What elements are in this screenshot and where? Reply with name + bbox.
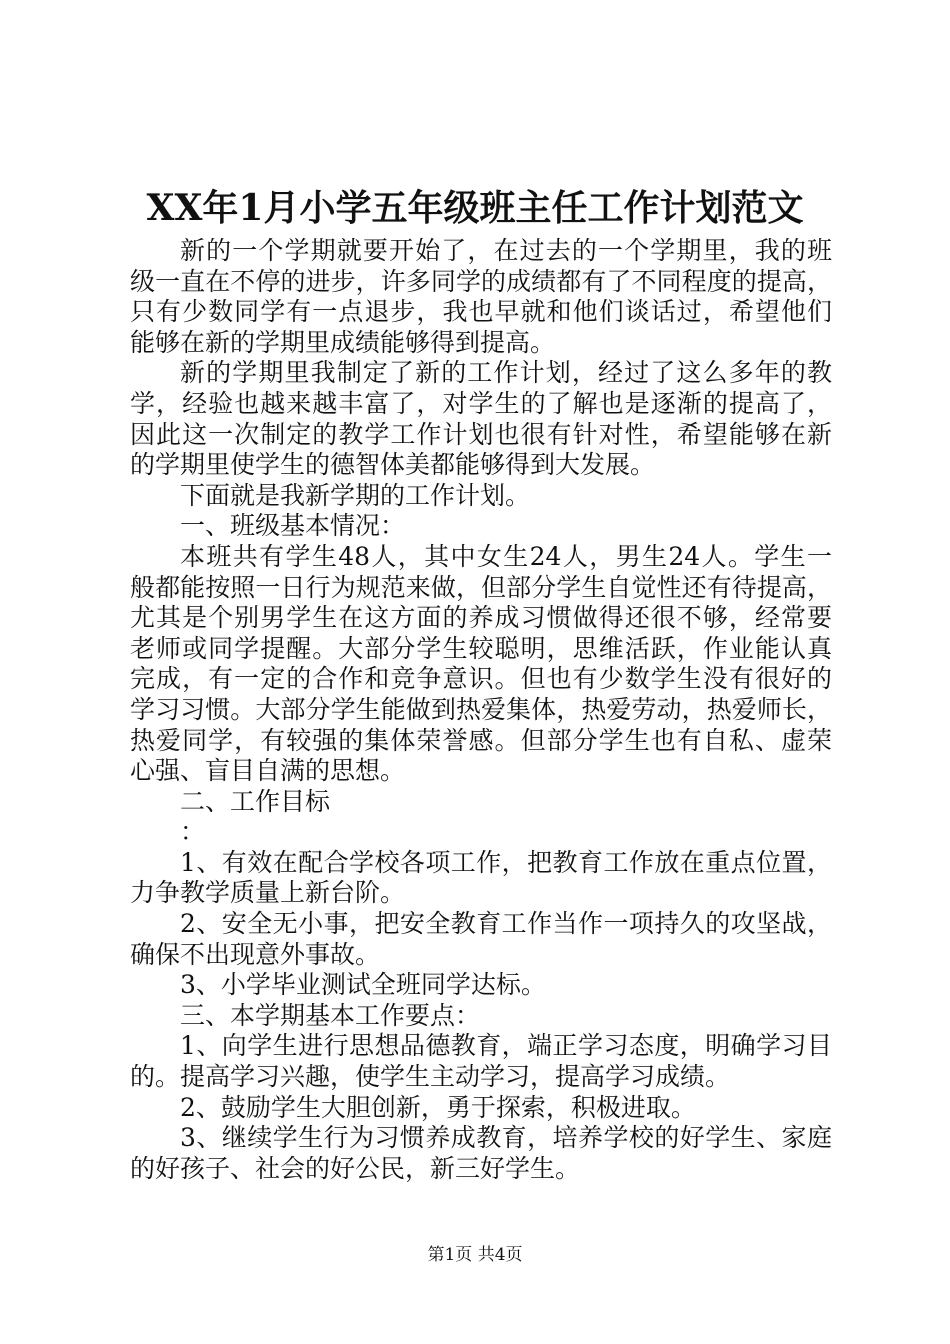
document-body [130, 236, 832, 1184]
paragraph-line: 的好孩子、社会的好公民，新三好学生。 [130, 1153, 581, 1183]
paragraph-line: 能够在新的学期里成绩能够得到提高。 [130, 327, 556, 357]
paragraph-line: 下面就是我新学期的工作计划。 [180, 480, 531, 510]
paragraph-line: 确保不出现意外事故。 [130, 939, 381, 969]
paragraph-line: 心强、盲目自满的思想。 [130, 756, 406, 786]
paragraph-line: 2、鼓励学生大胆创新，勇于探索，积极进取。 [180, 1092, 696, 1122]
paragraph-line: 3、继续学生行为习惯养成教育，培养学校的好学生、家庭 [180, 1123, 832, 1153]
paragraph-line: 尤其是个别男学生在这方面的养成习惯做得还很不够，经常要 [130, 603, 832, 633]
paragraph-line: 级一直在不停的进步，许多同学的成绩都有了不同程度的提高， [130, 266, 832, 296]
paragraph-line: 因此这一次制定的教学工作计划也很有针对性，希望能够在新 [130, 419, 832, 449]
paragraph-line: 学，经验也越来越丰富了，对学生的了解也是逐渐的提高了， [130, 388, 832, 418]
paragraph-line: 只有少数同学有一点退步，我也早就和他们谈话过，希望他们 [130, 297, 832, 327]
paragraph-line: 本班共有学生48人，其中女生24人，男生24人。学生一 [180, 541, 832, 571]
paragraph-line: 一、班级基本情况： [180, 511, 406, 541]
paragraph-line: 的。提高学习兴趣，使学生主动学习，提高学习成绩。 [130, 1062, 731, 1092]
paragraph-line: 新的学期里我制定了新的工作计划，经过了这么多年的教 [180, 358, 832, 388]
paragraph-line: ： [180, 817, 206, 847]
paragraph-line: 1、向学生进行思想品德教育，端正学习态度，明确学习目 [180, 1031, 832, 1061]
paragraph-line: 1、有效在配合学校各项工作，把教育工作放在重点位置， [180, 847, 832, 877]
paragraph-line: 般都能按照一日行为规范来做，但部分学生自觉性还有待提高， [130, 572, 832, 602]
document-title: XX年1月小学五年级班主任工作计划范文 [146, 187, 804, 229]
paragraph-line: 二、工作目标 [180, 786, 331, 816]
paragraph-line: 老师或同学提醒。大部分学生较聪明，思维活跃，作业能认真 [130, 633, 832, 663]
page-footer: 第1页 共4页 [427, 1245, 523, 1265]
paragraph-line: 力争教学质量上新台阶。 [130, 878, 406, 908]
paragraph-line: 3、小学毕业测试全班同学达标。 [180, 970, 546, 1000]
paragraph-line: 三、本学期基本工作要点： [180, 1000, 481, 1030]
paragraph-line: 完成，有一定的合作和竞争意识。但也有少数学生没有很好的 [130, 664, 832, 694]
paragraph-line: 2、安全无小事，把安全教育工作当作一项持久的攻坚战， [180, 909, 832, 939]
paragraph-line: 的学期里使学生的德智体美都能够得到大发展。 [130, 450, 656, 480]
paragraph-line: 新的一个学期就要开始了，在过去的一个学期里，我的班 [180, 236, 832, 265]
paragraph-line: 热爱同学，有较强的集体荣誉感。但部分学生也有自私、虚荣 [130, 725, 832, 755]
paragraph-line: 学习习惯。大部分学生能做到热爱集体，热爱劳动，热爱师长， [130, 694, 832, 724]
